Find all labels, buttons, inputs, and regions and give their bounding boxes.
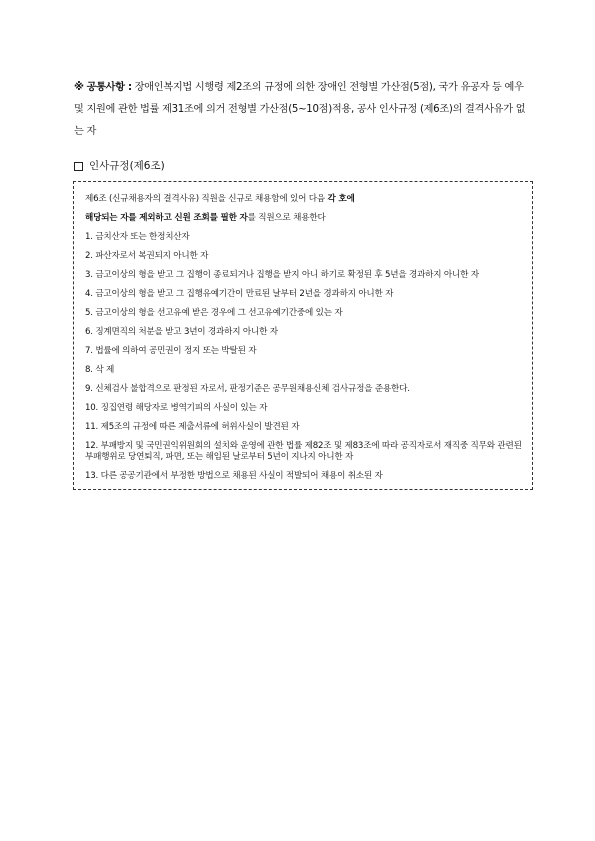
clause-text-part1: 제6조 (신규채용자의 결격사유) 직원을 신규로 채용함에 있어 다음 bbox=[85, 194, 328, 204]
list-item: 7. 법률에 의하여 공민권이 정지 또는 박탈된 자 bbox=[85, 346, 257, 356]
list-item: 1. 금치산자 또는 한정치산자 bbox=[85, 232, 190, 242]
list-item: 13. 다른 공공기관에서 부정한 방법으로 채용된 사실이 적발되어 채용이 취소된 자 bbox=[85, 471, 383, 481]
checkbox-square-icon bbox=[74, 162, 83, 171]
reference-mark: ※ bbox=[74, 82, 84, 93]
list-item: 2. 파산자로서 복권되지 아니한 자 bbox=[85, 251, 209, 261]
regulation-box bbox=[73, 181, 533, 490]
clause-text-part2: 를 직원으로 채용한다 bbox=[247, 213, 326, 223]
list-item: 11. 제5조의 규정에 따른 제출서류에 허위사실이 발견된 자 bbox=[85, 422, 300, 432]
list-item: 6. 징계면직의 처분을 받고 3년이 경과하지 아니한 자 bbox=[85, 327, 278, 337]
clause-bold-2: 해당되는 자를 제외하고 신원 조회를 필한 자 bbox=[85, 213, 248, 223]
list-item: 8. 삭 제 bbox=[85, 365, 115, 375]
section-heading bbox=[74, 158, 165, 174]
list-item: 10. 징집연령 해당자로 병역기피의 사실이 있는 자 bbox=[85, 403, 268, 413]
common-requirements-paragraph bbox=[74, 77, 526, 143]
clause-intro bbox=[85, 190, 522, 228]
common-requirements-text: 장애인복지법 시행령 제2조의 규정에 의한 장애인 전형별 가산점(5점), 국가 유공자 등 예우 및 지원에 관한 법률 제31조에 의거 전형별 가산점(5~10점)적용, 공사 인사규정 (제6조)의 결격사유가 없는 자 bbox=[74, 82, 526, 137]
list-item: 12. 부패방지 및 국민권익위원회의 설치와 운영에 관한 법률 제82조 및 제83조에 따라 공직자로서 재직중 직무와 관련된 부패행위로 당연퇴직, 파면, 또는 해임된 날로부터 5년이 지나지 아니한 자 bbox=[85, 441, 522, 462]
clause-bold-1: 각 호에 bbox=[327, 194, 355, 204]
list-item: 4. 금고이상의 형을 받고 그 집행유예기간이 만료된 날부터 2년을 경과하지 아니한 자 bbox=[85, 289, 394, 299]
list-item: 9. 신체검사 불합격으로 판정된 자로서, 판정기준은 공무원채용신체 검사규정을 준용한다. bbox=[85, 384, 410, 394]
list-item: 5. 금고이상의 형을 선고유예 받은 경우에 그 선고유예기간중에 있는 자 bbox=[85, 308, 343, 318]
disqualification-list bbox=[85, 228, 522, 486]
common-requirements-label: 공통사항 : bbox=[86, 82, 132, 93]
section-title-text: 인사규정(제6조) bbox=[89, 160, 165, 172]
list-item: 3. 금고이상의 형을 받고 그 집행이 종료되거나 집행을 받지 아니 하기로 확정된 후 5년을 경과하지 아니한 자 bbox=[85, 270, 479, 280]
